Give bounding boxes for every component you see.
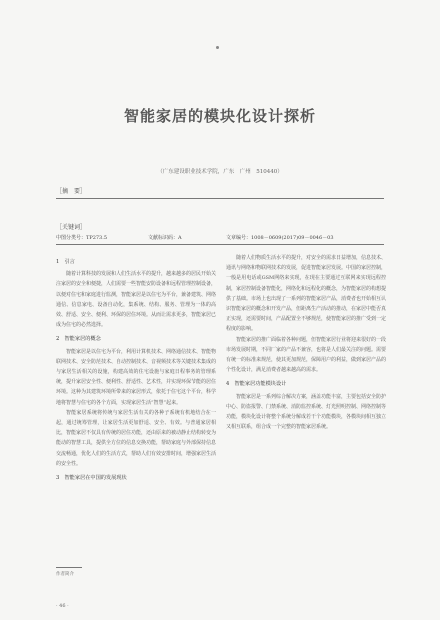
section-heading: 3 智能家居在中国的发展现状 bbox=[56, 475, 127, 482]
section-heading: 1 引言 bbox=[56, 259, 75, 265]
section-heading: 4 智能家居功能模块设计 bbox=[226, 381, 287, 388]
paragraph: 智能家居是以住宅为平台，利用计算机技术、网络通信技术、智能物联网技术、安全防范技术、自动控制技术、音视频技术等关键技术集成的与家居生活相关的设施，构建高效的住宅设施与家庭日程事务的管理系统，提升家居安全性、便利性、舒适性、艺术性，并实现环保节能的居住环境。这种为其建筑环境所带来的家居形式，依托于住宅这个平台，科学地将智慧与住宅的各个方面，实现家居生活“智慧”起来。 bbox=[56, 348, 217, 406]
paragraph: 随着计算科技的发展和人们生活水平的提升，越来越多的居民开始关注家居的安全和便捷，人们需要一些智能安防设备和远程管理控制设备，以便对住宅和家庭进行监测，智能家居是以住宅为平台，兼备建筑、网络通信、信息家电、设备自动化，集系统、结构、服务、管理为一体的高效、舒适、安全、便利、环保的居住环境。从而让需求更多，智能家居已成为住宅的必然选择。 bbox=[56, 271, 217, 329]
right-column bbox=[226, 253, 386, 553]
page-number: · 46 · bbox=[56, 603, 69, 609]
left-column bbox=[56, 253, 216, 553]
footnote-rule bbox=[56, 567, 82, 568]
paper-title: 智能家居的模块化设计探析 bbox=[123, 107, 316, 125]
paragraph: 随着人们物质生活水平的提升，对安全的需求日益增加，信息技术、通讯与网络和物联网技术的发展，促进智能家居发展。中国的家居控制，一般是用电话或GSM网络来实现，在现在主要通过互联网来实现远程控制，家居控制设备智能化，网络化和远程化的概念，为智能家居的构想提供了基础。市场上也出现了一系列的智能家居产品，消费者也开始相互认识智能家居的概念和开发产品，但距离生产活动的推动，在家居中能否真正实现，还需要时间，产品配置全不够规范，使智能家居的推广受到一定程度的影响。 bbox=[226, 255, 387, 333]
clc-number: 中图分类号：TP273.5 bbox=[56, 235, 108, 241]
author-affiliation: （广东建设职业技术学院，广东 广州 510440） bbox=[157, 169, 283, 175]
header-bottom-rule bbox=[56, 244, 384, 245]
header-dot bbox=[216, 46, 219, 49]
abstract-label: ［摘 要］ bbox=[56, 188, 87, 195]
section-heading: 2 智能家居的概念 bbox=[56, 336, 101, 343]
paragraph: 智能家居的推广面临着各种问题，但智能家居行业将迎来很好的一段市场发展时期，不同厂家的产品不兼容，也将是人们最关注的问题。需要有统一的标准来规范，使其更加规范，保障用户的利益，做到家居产品的个性化设计，满足消费者越来越高的需求。 bbox=[226, 336, 387, 374]
paragraph: 智能家居是一系列综合解决方案，涵盖功能丰富，主要包括安全防护中心、防盗报警、门禁系统、消防监控系统、灯光照明控制、网络控制等功能，模块化设计将整个系统分解成若干个功能模块，各模块间相互独立又相互联系，组合成一个完整的智能家居系统。 bbox=[226, 393, 387, 431]
document-code: 文献标识码：A bbox=[148, 235, 182, 241]
article-number: 文章编号：1008－0609(2017)09－0046－03 bbox=[226, 235, 334, 241]
paragraph: 智能家居系统将传统与家居生活有关的各种子系统有机地结合在一起，通过统筹管理，让家居生活更加舒适、安全、有效。与普通家居相比，智能家居不仅具有传统的居住功能，还由原来的被动静止结构转变为能动的智慧工具，提供全方位的信息交换功能，帮助家庭与外部保持信息交流畅通，优化人们的生活方式，帮助人们有效安排时间，增强家居生活的安全性。 bbox=[56, 409, 217, 467]
author-bio-label: 作者简介 bbox=[56, 572, 74, 577]
abstract-top-rule bbox=[56, 198, 384, 199]
keywords-label: ［关键词］ bbox=[56, 224, 87, 231]
